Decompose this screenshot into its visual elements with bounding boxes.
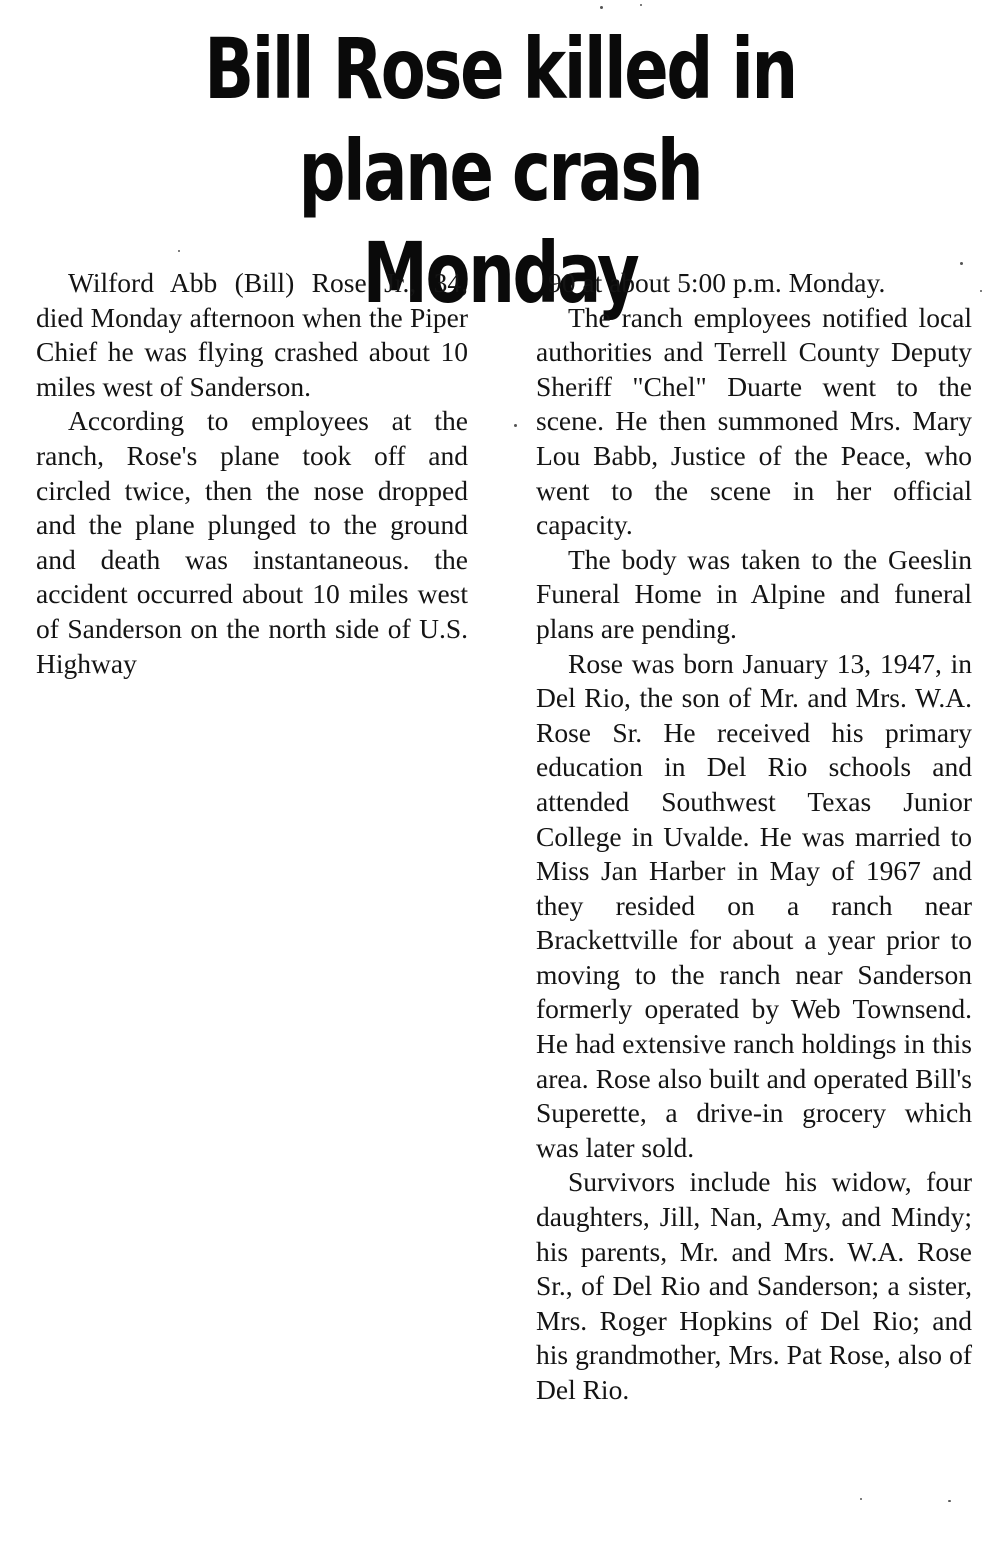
article-paragraph-1: Wilford Abb (Bill) Rose Jr., 34, died Monday afternoon when the Piper Chief he was flying crashed about 10 miles west of Sanderson. [36, 267, 468, 402]
article-paragraph-4: The body was taken to the Geeslin Funeral Home in Alpine and funeral plans are pending. [536, 543, 972, 644]
scan-speck [640, 4, 642, 6]
article-paragraph-2-continued: 90 at about 5:00 p.m. Monday. [548, 267, 886, 298]
headline: Bill Rose killed in plane crash Monday [204, 20, 796, 322]
article-paragraph-2: According to employees at the ranch, Rose's plane took off and circled twice, then the nose dropped and the plane plunged to the ground and death was instantaneous. the accident occurred about 10 miles west of Sanderson on the north side of U.S. Highway [36, 405, 468, 679]
article-paragraph-5: Rose was born January 13, 1947, in Del Rio, the son of Mr. and Mrs. W.A. Rose Sr. He received his primary education in Del Rio schools and attended Southwest Texas Junior College in Uvalde. He was married to Miss Jan Harber in May of 1967 and they resided on a ranch near Brackettville for about a year prior to moving to the ranch near Sanderson formerly operated by Web Townsend. He had extensive ranch holdings in this area. Rose also built and operated Bill's Superette, a drive-in grocery which was later sold. [536, 647, 972, 1163]
scan-speck [514, 424, 517, 427]
scan-speck [600, 6, 603, 9]
scan-speck [960, 262, 963, 265]
article-column-right [536, 266, 972, 1408]
article-paragraph-6: Survivors include his widow, four daughters, Jill, Nan, Amy, and Mindy; his parents, Mr. and Mrs. W.A. Rose Sr., of Del Rio and Sanderson; a sister, Mrs. Roger Hopkins of Del Rio; and his grandmother, Mrs. Pat Rose, also of Del Rio. [536, 1166, 972, 1405]
scan-speck [948, 1500, 951, 1502]
article-paragraph-3: The ranch employees notified local authorities and Terrell County Deputy Sheriff "Chel" Duarte went to the scene. He then summoned Mrs. Mary Lou Babb, Justice of the Peace, who went to the scene in her official capacity. [536, 301, 972, 541]
scan-speck [980, 290, 982, 292]
scan-speck [178, 250, 180, 252]
article-column-left [36, 266, 468, 681]
scan-speck [860, 1498, 862, 1500]
